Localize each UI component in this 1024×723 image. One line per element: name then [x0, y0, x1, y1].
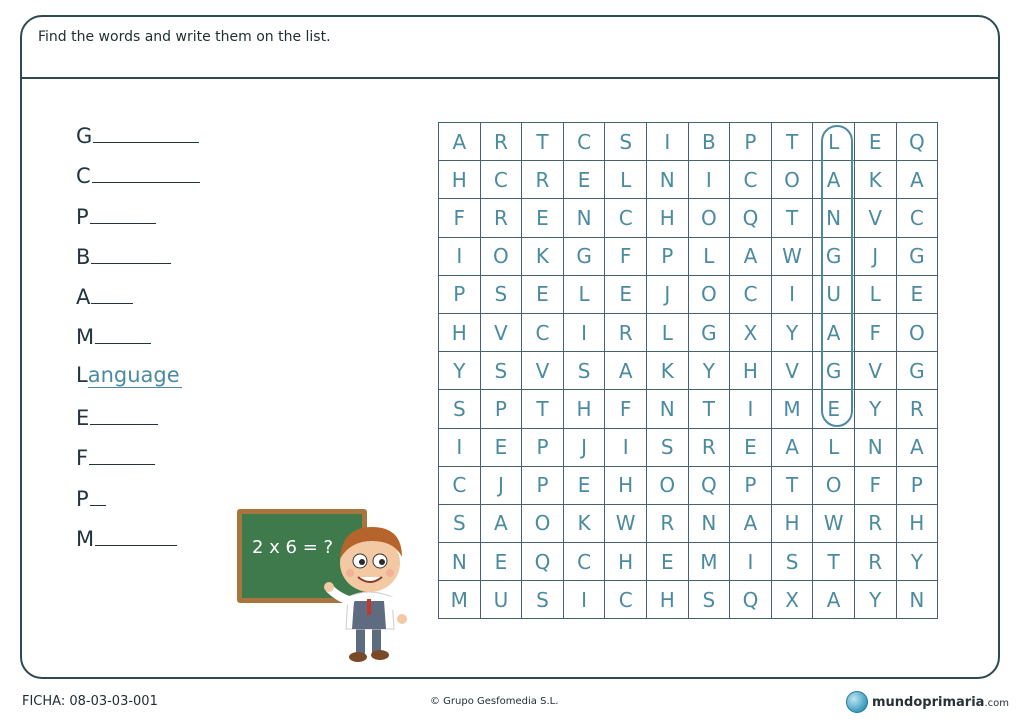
grid-cell[interactable]: R [605, 313, 647, 351]
grid-row [439, 466, 938, 504]
grid-cell[interactable]: K [854, 161, 896, 199]
grid-cell[interactable]: E [896, 275, 938, 313]
word-answer-blank[interactable] [91, 279, 133, 304]
grid-cell[interactable]: E [522, 199, 564, 237]
grid-cell[interactable]: L [563, 275, 605, 313]
grid-row [439, 123, 938, 161]
grid-cell[interactable]: N [646, 390, 688, 428]
grid-cell[interactable]: H [896, 504, 938, 542]
grid-cell[interactable]: F [605, 237, 647, 275]
grid-row [439, 428, 938, 466]
grid-cell[interactable]: F [439, 199, 481, 237]
grid-cell[interactable]: W [771, 237, 813, 275]
grid-cell[interactable]: G [896, 237, 938, 275]
word-list-item [76, 521, 200, 561]
grid-cell[interactable]: L [813, 123, 855, 161]
grid-cell[interactable]: O [688, 275, 730, 313]
globe-icon [846, 691, 868, 713]
grid-cell[interactable]: C [730, 275, 772, 313]
word-list [76, 118, 200, 561]
grid-cell[interactable]: A [730, 504, 772, 542]
grid-cell[interactable]: E [480, 543, 522, 581]
grid-cell[interactable]: J [854, 237, 896, 275]
logo-text: mundoprimaria.com [872, 694, 1009, 710]
grid-cell[interactable]: W [813, 504, 855, 542]
grid-cell[interactable]: E [563, 466, 605, 504]
grid-cell[interactable]: L [605, 161, 647, 199]
grid-cell[interactable]: V [854, 352, 896, 390]
word-answer-blank[interactable] [89, 440, 155, 465]
word-list-item [76, 400, 200, 440]
grid-cell[interactable]: R [522, 161, 564, 199]
grid-cell[interactable]: Q [730, 581, 772, 619]
grid-row [439, 161, 938, 199]
grid-cell[interactable]: C [563, 543, 605, 581]
word-initial-letter: C [76, 164, 91, 189]
grid-cell[interactable]: Y [771, 313, 813, 351]
grid-cell[interactable]: O [646, 466, 688, 504]
grid-cell[interactable]: O [480, 237, 522, 275]
grid-cell[interactable]: I [730, 543, 772, 581]
word-initial-letter: P [76, 204, 89, 229]
grid-row [439, 543, 938, 581]
grid-cell[interactable]: J [480, 466, 522, 504]
grid-cell[interactable]: A [439, 123, 481, 161]
grid-cell[interactable]: P [480, 390, 522, 428]
grid-cell[interactable]: J [563, 428, 605, 466]
grid-cell[interactable]: S [771, 543, 813, 581]
word-initial-letter: M [76, 325, 95, 350]
grid-cell[interactable]: K [563, 504, 605, 542]
grid-cell[interactable]: T [813, 543, 855, 581]
grid-cell[interactable]: H [605, 466, 647, 504]
grid-cell[interactable]: A [480, 504, 522, 542]
grid-cell[interactable]: Y [896, 543, 938, 581]
grid-cell[interactable]: P [439, 275, 481, 313]
grid-cell[interactable]: H [771, 504, 813, 542]
grid-cell[interactable]: F [605, 390, 647, 428]
word-list-item [76, 481, 200, 521]
grid-cell[interactable]: P [522, 428, 564, 466]
grid-cell[interactable]: S [439, 504, 481, 542]
grid-cell[interactable]: P [522, 466, 564, 504]
grid-cell[interactable]: T [771, 199, 813, 237]
grid-row [439, 199, 938, 237]
grid-cell[interactable]: U [813, 275, 855, 313]
grid-cell[interactable]: C [605, 199, 647, 237]
grid-cell[interactable]: P [730, 123, 772, 161]
grid-cell[interactable]: N [896, 581, 938, 619]
grid-row [439, 237, 938, 275]
grid-row [439, 581, 938, 619]
grid-cell[interactable]: O [896, 313, 938, 351]
word-initial-letter: A [76, 285, 91, 310]
grid-cell[interactable]: I [605, 428, 647, 466]
word-list-item [76, 118, 200, 158]
grid-cell[interactable]: N [563, 199, 605, 237]
grid-cell[interactable]: I [646, 123, 688, 161]
grid-row [439, 275, 938, 313]
grid-cell[interactable]: Y [439, 352, 481, 390]
grid-cell[interactable]: P [646, 237, 688, 275]
grid-cell[interactable]: T [688, 390, 730, 428]
grid-cell[interactable]: A [813, 313, 855, 351]
grid-cell[interactable]: S [646, 428, 688, 466]
word-answer[interactable]: anguage [87, 362, 180, 387]
grid-cell[interactable]: L [646, 313, 688, 351]
grid-cell[interactable]: G [688, 313, 730, 351]
grid-cell[interactable]: W [605, 504, 647, 542]
grid-cell[interactable]: E [605, 275, 647, 313]
grid-cell[interactable]: S [522, 581, 564, 619]
instruction-bar [22, 17, 998, 79]
grid-cell[interactable]: J [646, 275, 688, 313]
grid-cell[interactable]: N [813, 199, 855, 237]
word-list-item [76, 360, 200, 400]
grid-cell[interactable]: C [730, 161, 772, 199]
grid-cell[interactable]: O [771, 161, 813, 199]
grid-cell[interactable]: N [646, 161, 688, 199]
grid-cell[interactable]: I [439, 237, 481, 275]
grid-cell[interactable]: A [605, 352, 647, 390]
word-answer-blank[interactable] [90, 199, 156, 224]
grid-cell[interactable]: C [522, 313, 564, 351]
word-initial-letter: B [76, 244, 91, 269]
word-answer-blank[interactable] [90, 400, 158, 425]
grid-cell[interactable]: H [646, 199, 688, 237]
word-list-item [76, 158, 200, 198]
grid-cell[interactable]: H [439, 161, 481, 199]
grid-cell[interactable]: R [896, 390, 938, 428]
grid-cell[interactable]: Q [896, 123, 938, 161]
grid-row [439, 390, 938, 428]
grid-cell[interactable]: I [688, 161, 730, 199]
grid-row [439, 504, 938, 542]
word-answer-blank[interactable] [91, 239, 171, 264]
grid-cell[interactable]: I [563, 581, 605, 619]
grid-row [439, 352, 938, 390]
grid-cell[interactable]: Q [730, 199, 772, 237]
grid-cell[interactable]: F [854, 313, 896, 351]
grid-cell[interactable]: A [896, 161, 938, 199]
grid-cell[interactable]: M [439, 581, 481, 619]
grid-row [439, 313, 938, 351]
grid-cell[interactable]: R [854, 504, 896, 542]
grid-cell[interactable]: H [563, 390, 605, 428]
grid-cell[interactable]: S [688, 581, 730, 619]
word-answer-blank[interactable] [95, 521, 177, 546]
grid-cell[interactable]: N [854, 428, 896, 466]
grid-cell[interactable]: R [646, 504, 688, 542]
grid-cell[interactable]: A [730, 237, 772, 275]
grid-cell[interactable]: A [813, 161, 855, 199]
grid-cell[interactable]: M [771, 390, 813, 428]
grid-cell[interactable]: C [439, 466, 481, 504]
grid-cell[interactable]: P [730, 466, 772, 504]
grid-cell[interactable]: O [522, 504, 564, 542]
grid-cell[interactable]: S [439, 390, 481, 428]
word-initial-letter: M [76, 526, 95, 551]
word-answer-blank[interactable] [92, 158, 200, 183]
grid-cell[interactable]: E [646, 543, 688, 581]
grid-cell[interactable]: E [480, 428, 522, 466]
worksheet-id: FICHA: 08-03-03-001 [22, 694, 158, 709]
grid-cell[interactable]: G [563, 237, 605, 275]
grid-cell[interactable]: R [480, 199, 522, 237]
boy-chalkboard-illustration [234, 505, 414, 670]
mundoprimaria-logo[interactable] [846, 690, 1009, 714]
word-list-item [76, 279, 200, 319]
word-initial-letter: G [76, 124, 93, 148]
grid-cell[interactable]: S [480, 352, 522, 390]
grid-cell[interactable]: A [771, 428, 813, 466]
grid-cell[interactable]: O [813, 466, 855, 504]
grid-cell[interactable]: I [730, 390, 772, 428]
grid-cell[interactable]: T [771, 123, 813, 161]
grid-cell[interactable]: R [480, 123, 522, 161]
grid-cell[interactable]: H [730, 352, 772, 390]
grid-cell[interactable]: T [522, 390, 564, 428]
grid-cell[interactable]: K [646, 352, 688, 390]
word-initial-letter: F [76, 446, 89, 471]
word-list-item [76, 319, 200, 359]
grid-cell[interactable]: N [688, 504, 730, 542]
grid-cell[interactable]: M [688, 543, 730, 581]
grid-cell[interactable]: S [480, 275, 522, 313]
grid-cell[interactable]: A [813, 581, 855, 619]
grid-cell[interactable]: I [439, 428, 481, 466]
word-list-item [76, 199, 200, 239]
word-list-item [76, 440, 200, 480]
grid-cell[interactable]: V [480, 313, 522, 351]
grid-cell[interactable]: S [563, 352, 605, 390]
grid-cell[interactable]: Q [688, 466, 730, 504]
grid-cell[interactable]: H [439, 313, 481, 351]
found-word-highlight [821, 125, 853, 427]
instruction-text: Find the words and write them on the list. [38, 29, 331, 45]
grid-cell[interactable]: X [730, 313, 772, 351]
grid-cell[interactable]: H [646, 581, 688, 619]
grid-cell[interactable]: I [563, 313, 605, 351]
grid-cell[interactable]: A [896, 428, 938, 466]
grid-cell[interactable]: G [813, 237, 855, 275]
word-initial-letter: L [76, 362, 88, 387]
grid-cell[interactable]: H [605, 543, 647, 581]
word-initial-letter: E [76, 406, 90, 431]
grid-cell[interactable]: G [813, 352, 855, 390]
grid-cell[interactable]: I [771, 275, 813, 313]
grid-cell[interactable]: L [813, 428, 855, 466]
grid-cell[interactable]: Y [688, 352, 730, 390]
grid-cell[interactable]: Y [854, 390, 896, 428]
grid-cell[interactable]: N [439, 543, 481, 581]
word-answer-blank[interactable] [93, 118, 199, 143]
grid-cell[interactable]: S [605, 123, 647, 161]
grid-cell[interactable]: C [605, 581, 647, 619]
grid-cell[interactable]: C [896, 199, 938, 237]
grid-cell[interactable]: R [688, 428, 730, 466]
grid-cell[interactable]: L [854, 275, 896, 313]
grid-cell[interactable]: E [854, 123, 896, 161]
grid-cell[interactable]: U [480, 581, 522, 619]
word-list-item [76, 239, 200, 279]
grid-cell[interactable]: K [522, 237, 564, 275]
grid-cell[interactable]: T [522, 123, 564, 161]
grid-cell[interactable]: E [730, 428, 772, 466]
grid-cell[interactable]: V [771, 352, 813, 390]
grid-cell[interactable]: P [896, 466, 938, 504]
word-answer-blank[interactable] [95, 319, 151, 344]
grid-cell[interactable]: L [688, 237, 730, 275]
grid-cell[interactable]: E [522, 275, 564, 313]
word-answer-blank[interactable] [90, 481, 106, 506]
grid-cell[interactable]: E [813, 390, 855, 428]
grid-cell[interactable]: G [896, 352, 938, 390]
grid-cell[interactable]: E [563, 161, 605, 199]
grid-cell[interactable]: R [854, 543, 896, 581]
grid-cell[interactable]: Y [854, 581, 896, 619]
grid-cell[interactable]: C [480, 161, 522, 199]
grid-cell[interactable]: B [688, 123, 730, 161]
word-search-grid [438, 122, 938, 619]
chalkboard-equation: 2 x 6 = ? [252, 537, 334, 558]
grid-cell[interactable]: V [522, 352, 564, 390]
word-initial-letter: P [76, 486, 89, 511]
grid-cell[interactable]: Q [522, 543, 564, 581]
grid-cell[interactable]: C [563, 123, 605, 161]
grid-cell[interactable]: F [854, 466, 896, 504]
grid-cell[interactable]: T [771, 466, 813, 504]
grid-cell[interactable]: V [854, 199, 896, 237]
grid-cell[interactable]: X [771, 581, 813, 619]
copyright-text: © Grupo Gesfomedia S.L. [430, 696, 559, 707]
grid-cell[interactable]: O [688, 199, 730, 237]
